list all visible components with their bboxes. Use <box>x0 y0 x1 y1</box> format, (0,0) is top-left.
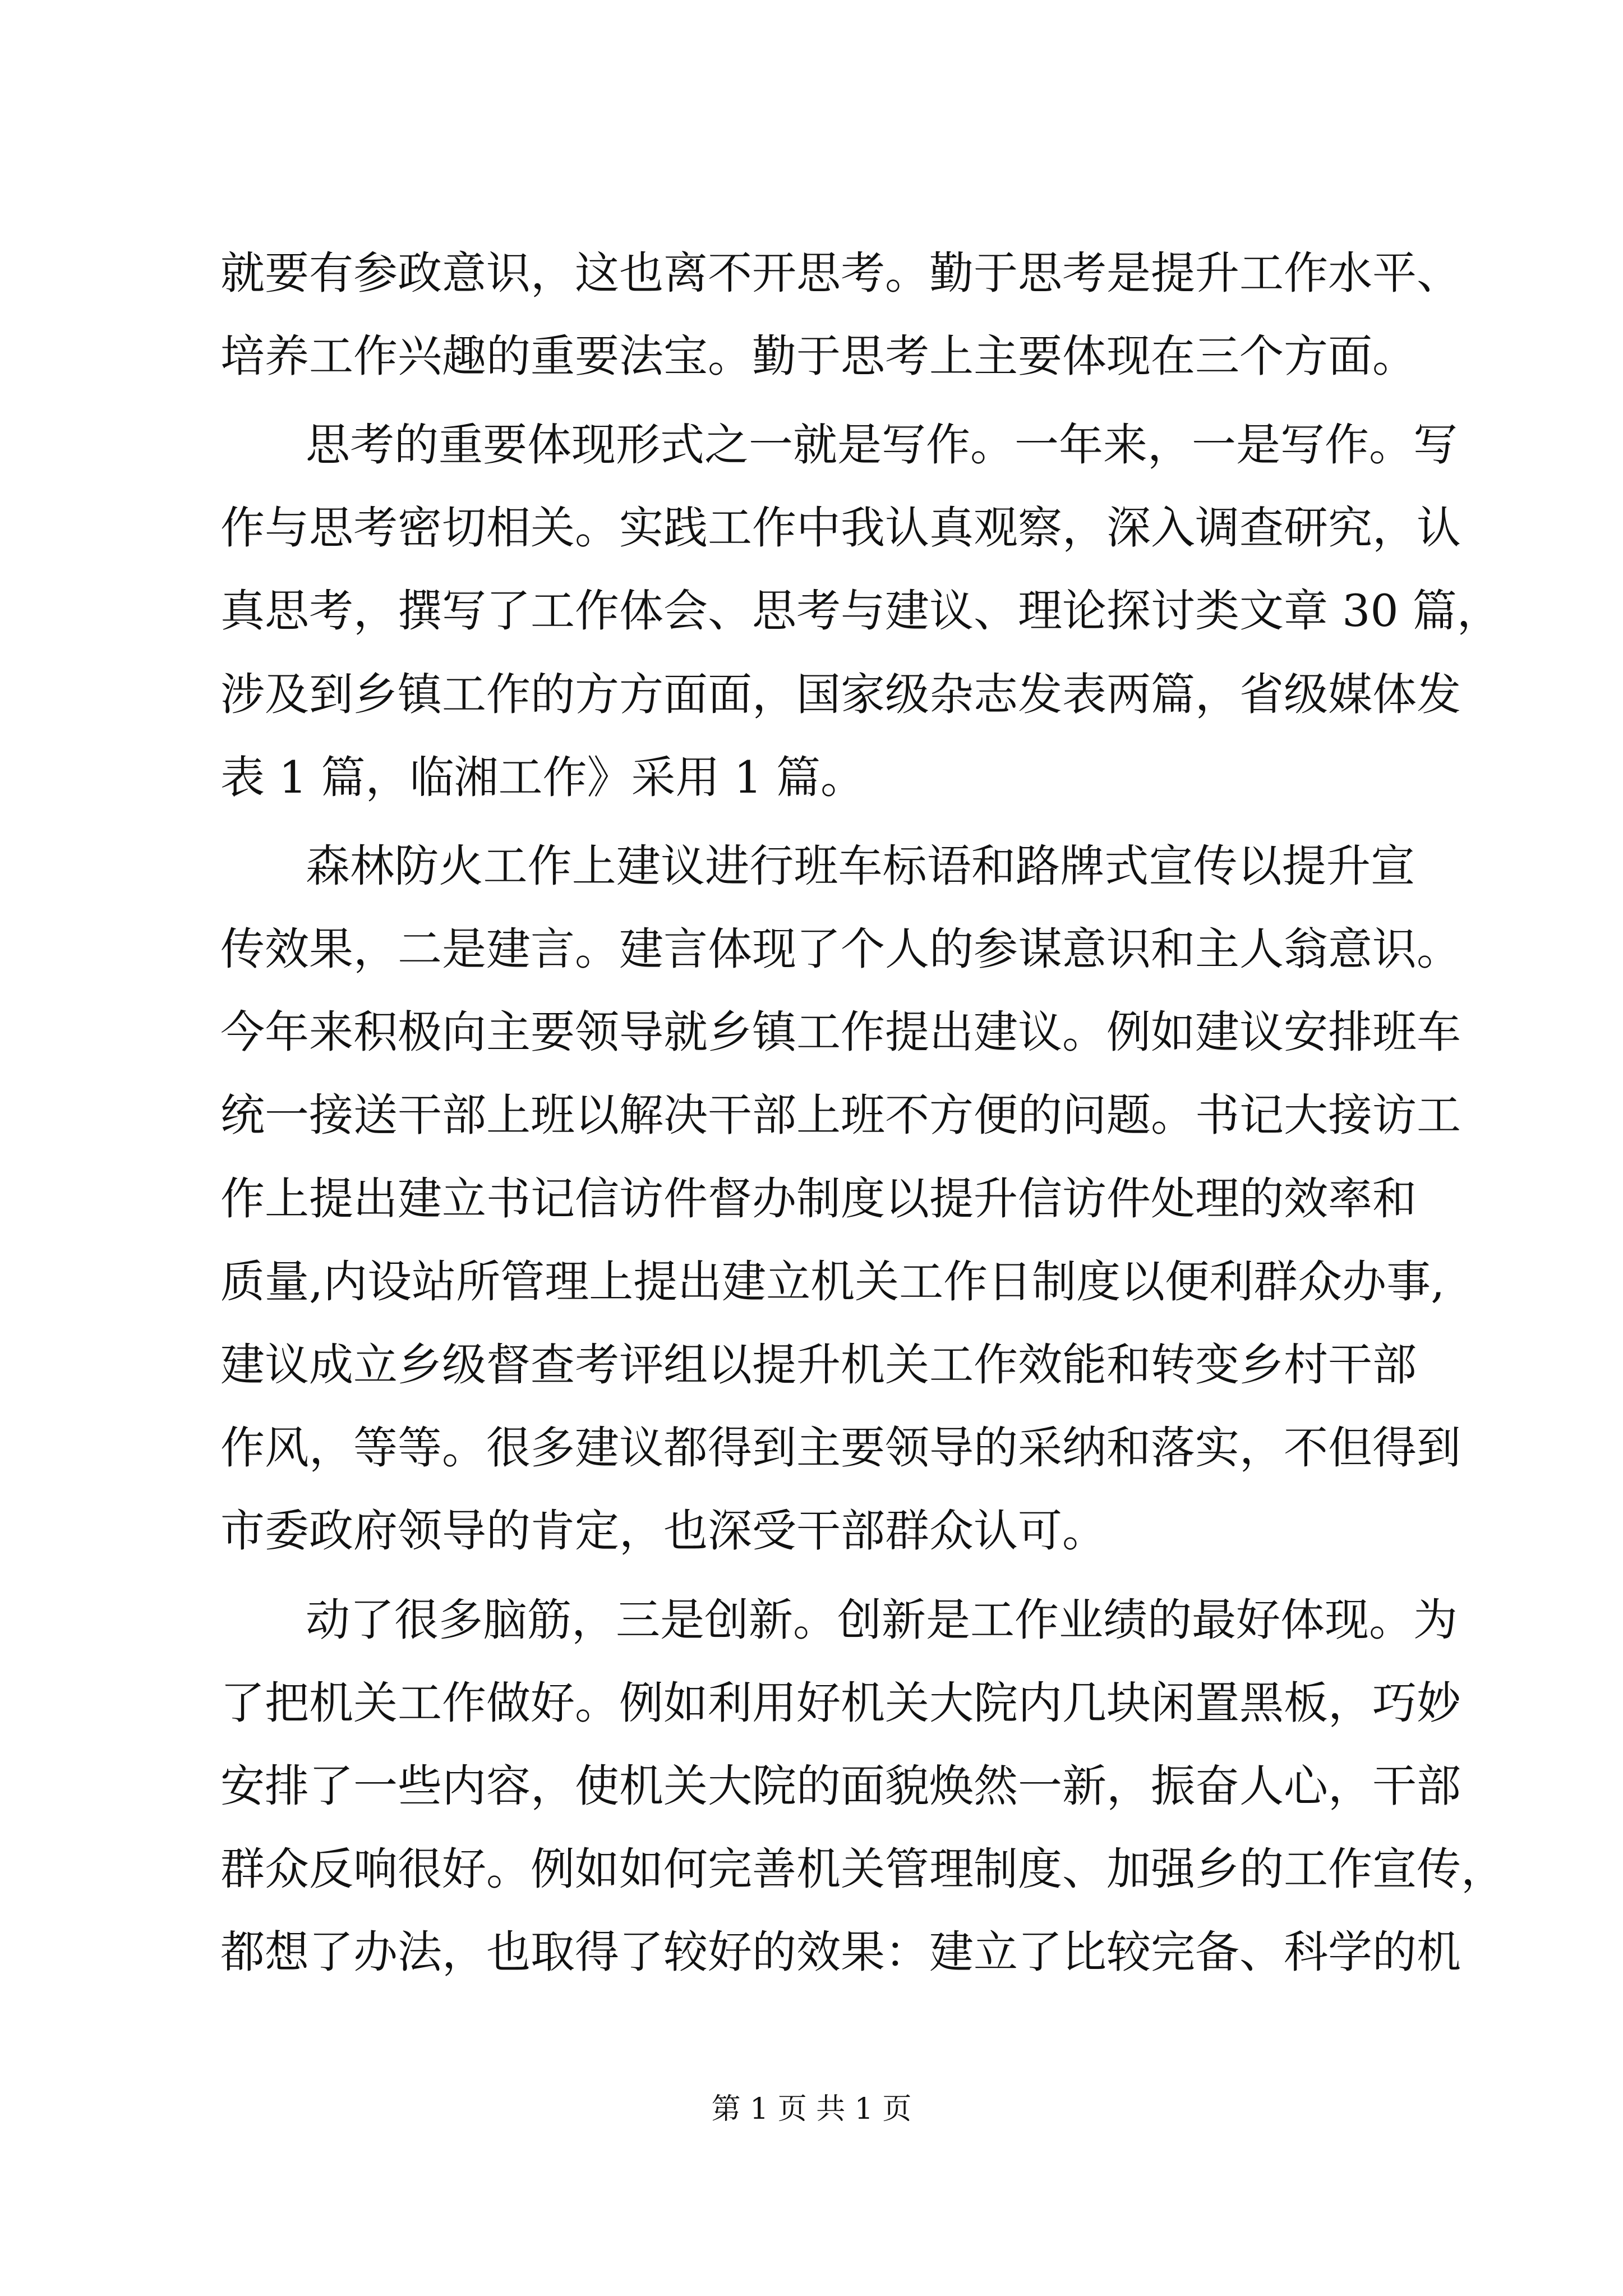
text-line: 统一接送干部上班以解决干部上班不方便的问题。书记大接访工 <box>220 1089 1461 1141</box>
text-line: 市委政府领导的肯定，也深受干部群众认可。 <box>220 1505 1106 1557</box>
text-line: 涉及到乡镇工作的方方面面，国家级杂志发表两篇，省级媒体发 <box>220 669 1461 720</box>
text-line: 表 1 篇，临湘工作》采用 1 篇。 <box>220 752 865 803</box>
text-line: 作风，等等。很多建议都得到主要领导的采纳和落实，不但得到 <box>220 1422 1461 1474</box>
text-line: 了把机关工作做好。例如利用好机关大院内几块闲置黑板，巧妙 <box>220 1677 1461 1729</box>
text-line: 安排了一些内容，使机关大院的面貌焕然一新，振奋人心，干部 <box>220 1760 1461 1812</box>
text-line: 作上提出建立书记信访件督办制度以提升信访件处理的效率和 <box>220 1173 1417 1225</box>
text-line: 动了很多脑筋，三是创新。创新是工作业绩的最好体现。为 <box>306 1594 1458 1646</box>
text-line: 真思考，撰写了工作体会、思考与建议、理论探讨类文章 30 篇， <box>220 585 1501 637</box>
text-line: 作与思考密切相关。实践工作中我认真观察，深入调查研究，认 <box>220 502 1461 554</box>
text-line: 思考的重要体现形式之一就是写作。一年来，一是写作。写 <box>306 419 1458 471</box>
text-line: 建议成立乡级督查考评组以提升机关工作效能和转变乡村干部 <box>220 1339 1417 1391</box>
text-line: 培养工作兴趣的重要法宝。勤于思考上主要体现在三个方面。 <box>220 330 1417 382</box>
page-number-footer: 第 1 页 共 1 页 <box>711 2092 912 2126</box>
text-line: 就要有参政意识，这也离不开思考。勤于思考是提升工作水平、 <box>220 247 1461 299</box>
text-line: 传效果，二是建言。建言体现了个人的参谋意识和主人翁意识。 <box>220 923 1461 975</box>
text-line: 今年来积极向主要领导就乡镇工作提出建议。例如建议安排班车 <box>220 1006 1461 1058</box>
text-line: 森林防火工作上建议进行班车标语和路牌式宣传以提升宣 <box>306 840 1415 892</box>
text-line: 群众反响很好。例如如何完善机关管理制度、加强乡的工作宣传， <box>220 1843 1505 1895</box>
text-line: 质量,内设站所管理上提出建立机关工作日制度以便利群众办事, <box>220 1256 1445 1308</box>
text-line: 都想了办法，也取得了较好的效果：建立了比较完备、科学的机 <box>220 1926 1461 1978</box>
